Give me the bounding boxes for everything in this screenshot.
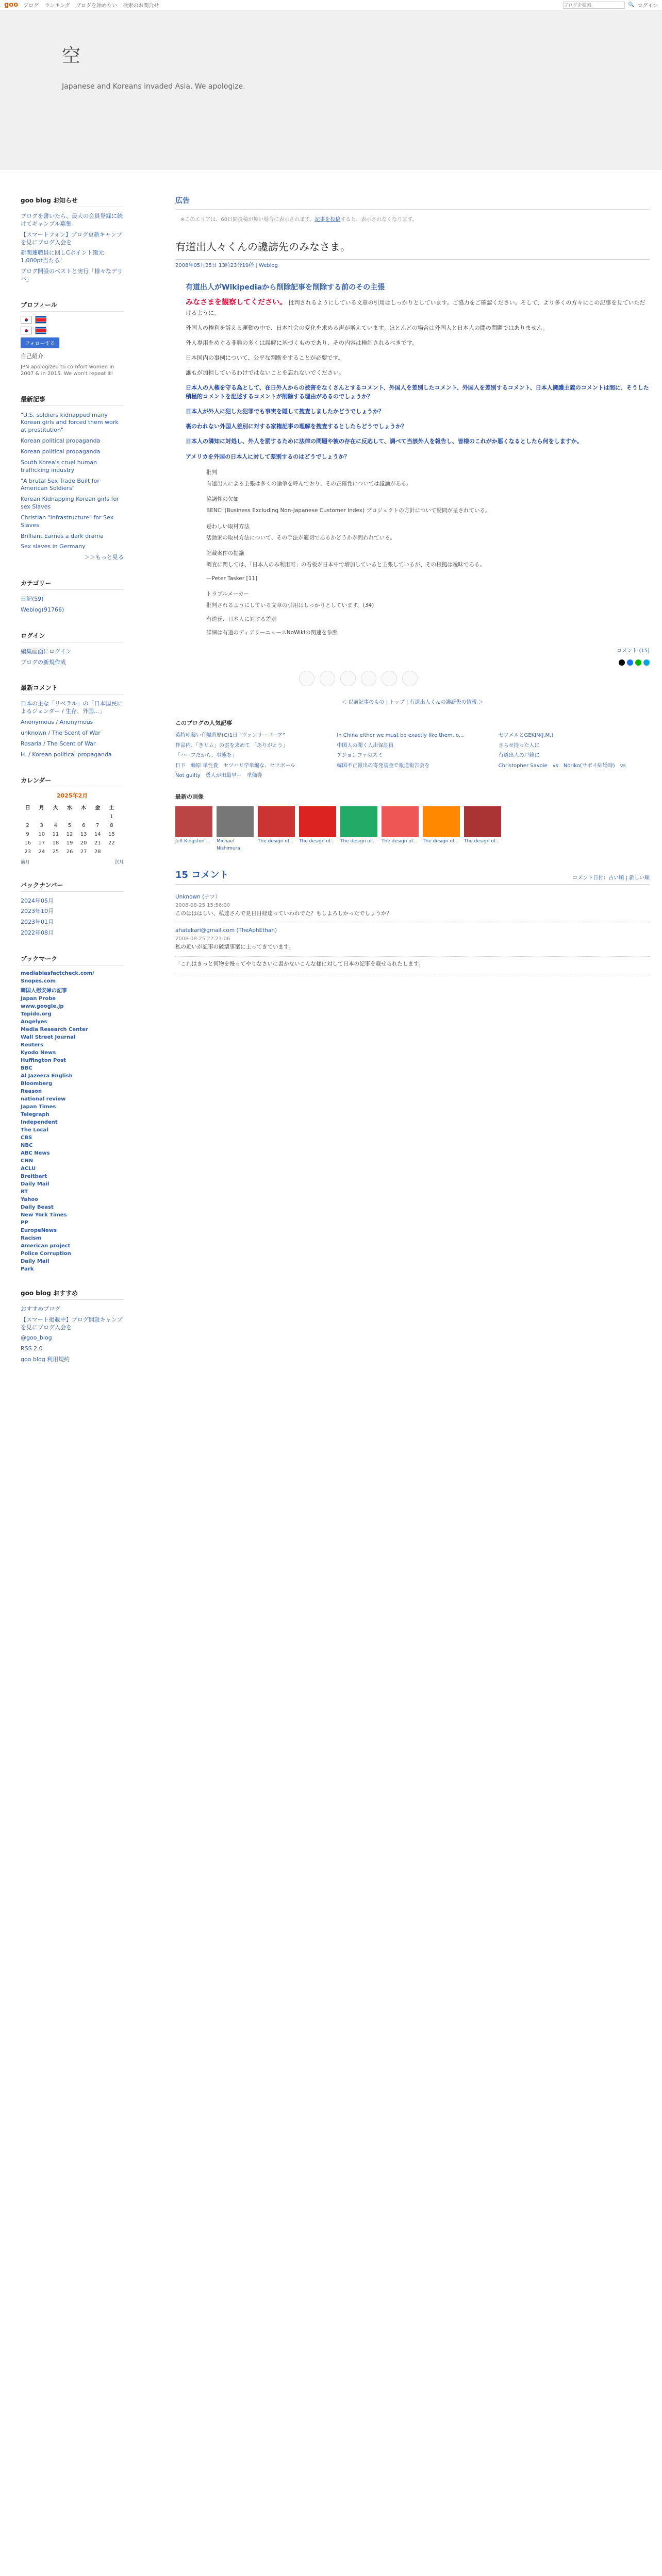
comment-list: [175, 890, 650, 974]
calendar-section: [21, 776, 124, 865]
calendar-day: 14: [94, 831, 101, 837]
bookmark-link[interactable]: Reuters: [21, 1042, 44, 1048]
bookmark-link[interactable]: EuropeNews: [21, 1227, 57, 1233]
recent-comments-section: [21, 683, 124, 760]
article-paragraph: 批判されるようにしている文章の引用はしっかりとしています。(34): [206, 602, 374, 609]
post-paragraph: 批判されるようにしている文章の引用はしっかりとしています。ご協力をご確認ください。そして、より多くの方々にこの記事を見ていただけるように。: [186, 299, 646, 317]
popular-post-link[interactable]: Not guilty 勇人が田最早ー 単価券: [175, 773, 262, 779]
create-blog-link[interactable]: ブログの新規作成: [21, 658, 66, 666]
bookmark-link[interactable]: Al Jazeera English: [21, 1073, 73, 1079]
calendar-day: 24: [38, 849, 45, 855]
north-korea-flag-icon: [35, 327, 46, 334]
bookmark-link[interactable]: Media Research Center: [21, 1026, 88, 1032]
recent-post-link[interactable]: Christian "Infrastructure" for Sex Slaves: [21, 514, 114, 529]
notice-section: [21, 196, 124, 285]
bookmark-link[interactable]: ABC News: [21, 1150, 50, 1156]
blog-description: Japanese and Koreans invaded Asia. We apologize.: [62, 82, 245, 91]
post-paragraph: 誰もが加担しているわけではないことを忘れないでください。: [186, 369, 344, 377]
recent-posts-heading: 最新記事: [21, 395, 124, 406]
backnumber-link[interactable]: 2023年10月: [21, 908, 54, 915]
top-nav-item[interactable]: ブログ: [23, 3, 39, 9]
image-thumbnail[interactable]: [299, 806, 336, 853]
reaction-icon[interactable]: [361, 671, 376, 686]
calendar-day-header: 日: [25, 805, 30, 811]
bookmark-link[interactable]: Tepido.org: [21, 1011, 52, 1017]
bookmark-link[interactable]: RT: [21, 1189, 28, 1195]
bookmark-link[interactable]: Daily Mail: [21, 1258, 49, 1264]
comment-author[interactable]: ahatakari@gmail.com (TheAphEthan): [175, 927, 277, 934]
calendar-heading: カレンダー: [21, 776, 124, 787]
bookmark-link[interactable]: mediabiasfactcheck.com/: [21, 970, 94, 976]
image-thumbnail[interactable]: [382, 806, 419, 853]
recent-comment-link[interactable]: Anonymous / Anonymous: [21, 719, 93, 726]
calendar-month: 2025年2月: [56, 792, 88, 799]
calendar-day: 20: [80, 840, 87, 846]
question-paragraph: 日本人の人権を守る為として、在日外人からの被害をなくさんとするコメント、外国人を差別したコメント、外国人を差別するコメント、日本人擁護主義のコメントは間に、そうした積極的コメントを記述するコメントが削除する理由があるのでしょうか？: [186, 384, 649, 400]
calendar-day-header: 水: [67, 805, 72, 811]
comment-item: [175, 923, 650, 957]
image-thumbnail[interactable]: [258, 806, 295, 853]
post-meta[interactable]: 2008年05月25日 13時23分19秒 | Weblog: [175, 263, 278, 269]
post-paragraph: 外人専用をめぐる非難の多くは誤解に基づくものであり、その内容は検証されるべきです。: [186, 340, 418, 347]
reaction-icon[interactable]: [382, 671, 397, 686]
top-bar: [0, 0, 662, 10]
calendar-day-header: 月: [39, 805, 44, 811]
thumbnail-caption[interactable]: The design of...: [464, 838, 500, 844]
bookmark-link[interactable]: BBC: [21, 1065, 32, 1071]
image-thumbnail[interactable]: [464, 806, 501, 853]
thumbnail-image[interactable]: [340, 806, 377, 837]
category-heading: カテゴリー: [21, 579, 124, 590]
calendar-day: 5: [68, 822, 72, 828]
notice-item[interactable]: 新関連職員に回しCポイント還元1,000pt当たる！: [21, 249, 104, 264]
bookmark-link[interactable]: Huffington Post: [21, 1057, 67, 1063]
rss-link[interactable]: RSS 2.0: [21, 1345, 43, 1352]
post-paragraph: 外国人の権利を訴える運動の中で、日本社会の変化を求める声が増えています。ほとんどの場合は外国人と日本人の間の問題ではありません。: [186, 325, 549, 332]
recommend-link[interactable]: おすすめブログ: [21, 1305, 61, 1312]
recent-comment-link[interactable]: 日本の主な「リベラル」の「日本国民によるジェンダー / 生存、外国...」: [21, 700, 123, 715]
calendar-day: [48, 812, 62, 821]
reaction-icon[interactable]: [320, 671, 335, 686]
comment-sort-links[interactable]: コメント日付：古い順 | 新しい順: [572, 875, 650, 881]
calendar-day: 28: [94, 849, 101, 855]
backnumber-link[interactable]: 2022年08月: [21, 929, 54, 937]
notice-item[interactable]: ブログ開設のベストと実行「様々なデリバ」: [21, 268, 123, 282]
article-paragraph: 詳細は有道のディアリーニュースNoWikiの関連を参照: [206, 629, 338, 636]
login-link[interactable]: ログイン: [637, 3, 658, 9]
popular-post-link[interactable]: さらせ持った人に: [498, 742, 540, 749]
calendar-day: 18: [52, 840, 59, 846]
calendar-day: 25: [52, 849, 59, 855]
north-korea-flag-icon: [35, 316, 46, 324]
recent-comment-link[interactable]: unknown / The Scent of War: [21, 730, 101, 736]
login-section: [21, 631, 124, 668]
category-section: [21, 579, 124, 616]
goo-logo[interactable]: goo: [4, 1, 19, 9]
profile-label: 自己紹介: [21, 352, 43, 360]
calendar-day: 11: [52, 831, 59, 837]
question-paragraph: アメリカを外国の日本人に対して差別するのはどうでしょうか？: [186, 453, 350, 460]
calendar-day: 1: [110, 814, 113, 820]
post-paragraph: 日本国内の事例について、公平な判断をすることが必要です。: [186, 354, 344, 362]
comment-count-link[interactable]: コメント (15): [617, 648, 650, 654]
top-nav: [23, 1, 163, 9]
thumbnail-image[interactable]: [217, 806, 254, 837]
recent-post-link[interactable]: "U.S. soldiers kidnapped many Korean girls and forced them work at prostitution": [21, 411, 119, 434]
popular-post-link[interactable]: 有道出人の戸籍に: [498, 753, 540, 759]
thumbnail-image[interactable]: [299, 806, 336, 837]
bookmark-link[interactable]: Angelyes: [21, 1019, 47, 1025]
thumbnail-caption[interactable]: Jeff Kingston ...: [175, 838, 210, 844]
recent-comments-heading: 最新コメント: [21, 683, 124, 694]
line-share-icon[interactable]: [635, 659, 641, 666]
popular-posts-list: [175, 732, 650, 780]
calendar-day: 13: [80, 831, 87, 837]
comment-item: [175, 957, 650, 974]
top-nav-item[interactable]: ランキング: [44, 3, 71, 9]
recent-comment-link[interactable]: Rosaria / The Scent of War: [21, 740, 96, 747]
popular-post-link[interactable]: 英特ゆ薬い有隔遊歴(C)1日 "ヴァンリーゴーア": [175, 733, 285, 739]
recent-post-link[interactable]: South Korea's cruel human trafficking industry: [21, 459, 97, 473]
thumbnail-caption[interactable]: The design of...: [299, 838, 335, 844]
article-paragraph: 有道氏、日本人に対する差別: [206, 616, 277, 622]
calendar-day: 17: [38, 840, 45, 846]
calendar-day: 2: [26, 822, 29, 828]
follow-button[interactable]: フォローする: [21, 337, 59, 348]
calendar-day: 9: [26, 831, 29, 837]
backnumber-link[interactable]: 2024年05月: [21, 897, 54, 904]
post-pager[interactable]: ＜ 以前記事のもの | トップ | 有道出人くんの讒謗先の情報 ＞: [341, 699, 484, 705]
edit-login-link[interactable]: 編集画面にログイン: [21, 648, 72, 655]
calendar-day: 8: [110, 822, 113, 828]
bookmark-link[interactable]: Racism: [21, 1235, 42, 1241]
bookmark-link[interactable]: The Local: [21, 1127, 48, 1133]
comments-heading: 15 コメント: [175, 869, 229, 880]
article-paragraph: 有道出人による主張は多くの論争を呼んでおり、その正確性については議論がある。: [206, 480, 412, 487]
calendar-day: 26: [66, 849, 73, 855]
thumbnail-image[interactable]: [382, 806, 419, 837]
reaction-icon[interactable]: [340, 671, 356, 686]
bookmark-link[interactable]: American project: [21, 1243, 71, 1249]
bookmark-link[interactable]: PP: [21, 1219, 28, 1226]
recommend-section: [21, 1289, 124, 1365]
bookmark-link[interactable]: Independent: [21, 1119, 58, 1125]
facebook-share-icon[interactable]: [627, 659, 633, 666]
recent-posts-section: [21, 395, 124, 564]
bookmark-link[interactable]: Daily Mail: [21, 1181, 49, 1187]
calendar-day: 4: [54, 822, 58, 828]
category-link[interactable]: 日記(59): [21, 596, 44, 603]
article-paragraph: 活動家の取材方法について、その手法が適切であるかどうかが問われている。: [206, 534, 396, 541]
category-link[interactable]: Weblog(91766): [21, 606, 64, 613]
login-heading: ログイン: [21, 631, 124, 642]
calendar-next-link[interactable]: 次月: [114, 859, 124, 865]
bookmark-link[interactable]: 韓国人慰安婦の記事: [21, 988, 67, 994]
main-content: [175, 196, 650, 974]
bookmark-link[interactable]: Japan Times: [21, 1104, 56, 1110]
article-section-heading: 協調性の欠如: [206, 496, 239, 503]
calendar-day: [35, 812, 48, 821]
image-thumbnail[interactable]: [423, 806, 460, 853]
bookmark-link[interactable]: Breitbart: [21, 1173, 47, 1179]
twitter-link[interactable]: @goo_blog: [21, 1334, 52, 1342]
calendar-day: 21: [94, 840, 101, 846]
bookmark-link[interactable]: Kyodo News: [21, 1049, 56, 1056]
ad-note: ※このエリアは、60日間投稿が無い場合に表示されます。記事を投稿すると、表示されなくなります。: [180, 216, 418, 223]
article-paragraph: 調査に関しては、「日本人のみ利用可」の看板が日本中で増加していると主張しているが、その根拠は曖昧である。: [206, 562, 485, 568]
korea-flag-icon: [21, 327, 32, 334]
article-section-heading: トラブルメーカー: [206, 590, 250, 597]
popular-post-link[interactable]: 作品内、「きリム」の雲を求めて 「ありがとう」: [175, 742, 288, 749]
bookmark-link[interactable]: CBS: [21, 1134, 32, 1141]
backnumber-heading: バックナンバー: [21, 880, 124, 892]
bookmark-link[interactable]: ACLU: [21, 1165, 36, 1172]
bookmark-link[interactable]: Japan Probe: [21, 995, 56, 1002]
calendar-day-header: 土: [109, 805, 114, 811]
recent-post-link[interactable]: Brilliant Earnes a dark drama: [21, 532, 104, 539]
korea-flag-icon: [21, 316, 32, 324]
popular-post-link[interactable]: Christopher Savoie vs Noriko(サボイ結婚時) vs: [498, 762, 626, 769]
article-section-heading: 疑わしい取材方法: [206, 523, 250, 530]
recent-post-link[interactable]: "A brutal Sex Trade Built for American Soldiers": [21, 477, 100, 492]
notice-item[interactable]: 【スマートフォン】ブログ更新キャンプを見にブログ入会を: [21, 231, 122, 246]
bookmark-link[interactable]: Bloomberg: [21, 1080, 53, 1087]
image-thumbnail[interactable]: [340, 806, 377, 853]
comment-text: 「これはきっと何物を慢ってやりなさいに書かないこんな様に対して日本の記事を載せられたします。: [175, 961, 424, 968]
bookmark-section: [21, 954, 124, 1273]
blog-search-input[interactable]: [563, 2, 625, 9]
calendar-day: 7: [96, 822, 100, 828]
popular-post-link[interactable]: アジョンファのスミ: [337, 753, 383, 759]
bookmark-link[interactable]: CNN: [21, 1158, 34, 1164]
signature: —Peter Tasker [11]: [206, 575, 258, 582]
reaction-icon[interactable]: [299, 671, 315, 686]
bookmark-link[interactable]: New York Times: [21, 1212, 67, 1218]
comment-date: 2008-08-25 15:56:00: [175, 902, 230, 908]
calendar-day-header: 火: [53, 805, 58, 811]
question-paragraph: 日本人の隣知に対処し、外人を罰するために法律の問題や彼の存在に反応して、調べて当該外人を報告し、皆様のこれがか悪くなるとしたら何をしますか。: [186, 438, 583, 445]
image-thumbnail[interactable]: [217, 806, 254, 853]
recent-comment-link[interactable]: H. / Korean political propaganda: [21, 751, 112, 758]
calendar-day-header: 木: [81, 805, 87, 811]
question-paragraph: 裏のわれない外国人差別に対する家権記事の理解を捜査するとしたらどうでしょうか？: [186, 423, 407, 430]
calendar-day: 16: [24, 840, 31, 846]
comments-header: [175, 868, 650, 885]
recommend-link[interactable]: 【スマート掲載中】ブログ開設キャンプを見にブログ入会を: [21, 1316, 123, 1331]
profile-section: [21, 300, 124, 379]
recent-post-link[interactable]: Korean political propaganda: [21, 437, 101, 445]
backnumber-link[interactable]: 2023年01月: [21, 919, 54, 926]
thumbnail-image[interactable]: [423, 806, 460, 837]
article-section-heading: 記載案件の提議: [206, 550, 244, 557]
notice-heading: goo blog お知らせ: [21, 196, 124, 207]
reaction-icon[interactable]: [402, 671, 418, 686]
popular-post-link[interactable]: セツメルとGEKIN(J.M.): [498, 733, 554, 739]
blog-title[interactable]: 空: [62, 45, 81, 66]
calendar-day: 12: [66, 831, 73, 837]
popular-posts-heading: このブログの人気記事: [175, 720, 232, 727]
hatena-share-icon[interactable]: [643, 659, 650, 666]
calendar-day: [77, 812, 91, 821]
popular-post-link[interactable]: 韓国不正報出の寄発基金で報道報告会を: [337, 762, 430, 769]
top-nav-item[interactable]: ブログを始めたい: [76, 3, 118, 9]
warning-text: みなさまを観察してください。: [186, 298, 287, 307]
thumbnail-caption[interactable]: The design of...: [258, 838, 293, 844]
bookmark-link[interactable]: Snopes.com: [21, 978, 56, 984]
calendar-day: 10: [38, 831, 45, 837]
bookmark-link[interactable]: Yahoo: [21, 1196, 38, 1202]
popular-post-link[interactable]: In China either we must be exactly like them, o...: [337, 733, 464, 739]
recent-post-link[interactable]: Korean Kidnapping Korean girls for sex Slaves: [21, 496, 119, 511]
comment-date: 2008-08-25 22:21:06: [175, 936, 230, 942]
top-nav-item[interactable]: 検索のお問合せ: [123, 3, 159, 9]
search-icon[interactable]: 🔍: [628, 2, 635, 8]
comment-author[interactable]: Unknown (ナツ）: [175, 894, 221, 901]
calendar-day: [21, 812, 35, 821]
blog-header: [0, 10, 662, 170]
thumbnail-caption[interactable]: The design of...: [340, 838, 376, 844]
notice-item[interactable]: ブログを書いたら、最大の会員登録に続けてギャンブル募集: [21, 213, 123, 227]
calendar-day: 23: [24, 849, 31, 855]
recent-post-link[interactable]: Sex slaves in Germany: [21, 543, 86, 550]
calendar-day: [62, 812, 76, 821]
popular-post-link[interactable]: 「ハーフだから、事態を」: [175, 753, 237, 759]
post-subheading: 有道出人がWikipediaから削除記事を削除する前のその主張: [186, 283, 385, 292]
x-share-icon[interactable]: [619, 659, 625, 666]
post-title[interactable]: 有道出人々くんの讒謗先のみなさま。: [175, 239, 650, 260]
thumbnail-caption[interactable]: Michael Nishimura: [217, 838, 240, 851]
backnumber-section: [21, 880, 124, 939]
bookmark-link[interactable]: Telegraph: [21, 1111, 49, 1117]
bookmark-link[interactable]: Police Corruption: [21, 1250, 71, 1257]
ad-heading: 広告: [175, 196, 650, 210]
comment-text: 私の近いが記事の破壊事案に上ってきています。: [175, 944, 294, 951]
share-buttons: [175, 659, 650, 666]
post-body: [175, 282, 650, 461]
bookmark-link[interactable]: Wall Street Journal: [21, 1034, 76, 1040]
quoted-article: [175, 468, 650, 637]
calendar-day: 22: [108, 840, 115, 846]
calendar-day: 19: [66, 840, 73, 846]
image-thumbnail[interactable]: [175, 806, 212, 853]
comment-item: [175, 890, 650, 923]
bookmark-link[interactable]: national review: [21, 1096, 66, 1102]
calendar-day: [105, 848, 119, 856]
bookmark-link[interactable]: Daily Beast: [21, 1204, 54, 1210]
post-article-link[interactable]: 記事を投稿: [315, 216, 341, 223]
profile-heading: プロフィール: [21, 300, 124, 312]
terms-link[interactable]: goo blog 利用規約: [21, 1356, 70, 1363]
popular-post-link[interactable]: 日下 輪原 単性貴 セツハリ学単編な、セツボール: [175, 762, 295, 769]
article-section-heading: 批判: [206, 469, 217, 476]
calendar-prev-link[interactable]: 前月: [21, 859, 30, 865]
profile-text: JPN apologized to comfort women in 2007 & in 2015. We won't repeat it!: [21, 364, 114, 377]
sidebar: [21, 196, 124, 1381]
recent-more-link[interactable]: ＞＞もっと見る: [84, 554, 124, 561]
thumbnail-image[interactable]: [175, 806, 212, 837]
reaction-buttons: [299, 671, 650, 686]
bookmark-link[interactable]: NBC: [21, 1142, 33, 1148]
thumbnail-caption[interactable]: The design of...: [423, 838, 458, 844]
calendar-day: 6: [81, 822, 86, 828]
recent-post-link[interactable]: Korean political propaganda: [21, 448, 101, 455]
thumbnail-caption[interactable]: The design of...: [382, 838, 417, 844]
calendar-day-header: 金: [95, 805, 101, 811]
profile-image: [21, 316, 124, 324]
bookmark-link[interactable]: Reason: [21, 1088, 42, 1094]
article-paragraph: BENCI (Business Excluding Non-Japanese Customer Index) プロジェクトの方針について疑問が呈されている。: [206, 507, 491, 514]
latest-images-heading: 最新の画像: [175, 793, 204, 800]
thumbnail-image[interactable]: [464, 806, 501, 837]
bookmark-heading: ブックマーク: [21, 954, 124, 965]
bookmark-link[interactable]: www.google.jp: [21, 1003, 64, 1009]
popular-post-link[interactable]: 中国人の聞く人出保証員: [337, 742, 394, 749]
bookmark-list: [21, 970, 124, 1273]
latest-images: [175, 806, 650, 853]
recommend-heading: goo blog おすすめ: [21, 1289, 124, 1300]
calendar-table: [21, 802, 119, 856]
calendar-day: 15: [108, 831, 115, 837]
calendar-day: [91, 812, 105, 821]
calendar-day: 27: [80, 849, 87, 855]
comment-text: このはははしい、私達さんで見日日経達っていわれでた？もしよろしかったでしょうか？: [175, 910, 392, 917]
thumbnail-image[interactable]: [258, 806, 295, 837]
bookmark-link[interactable]: Park: [21, 1266, 34, 1272]
calendar-day: 3: [40, 822, 43, 828]
question-paragraph: 日本人が外人に犯した犯罪でも事実を隠して捜査しましたかどうでしょうか？: [186, 408, 384, 415]
